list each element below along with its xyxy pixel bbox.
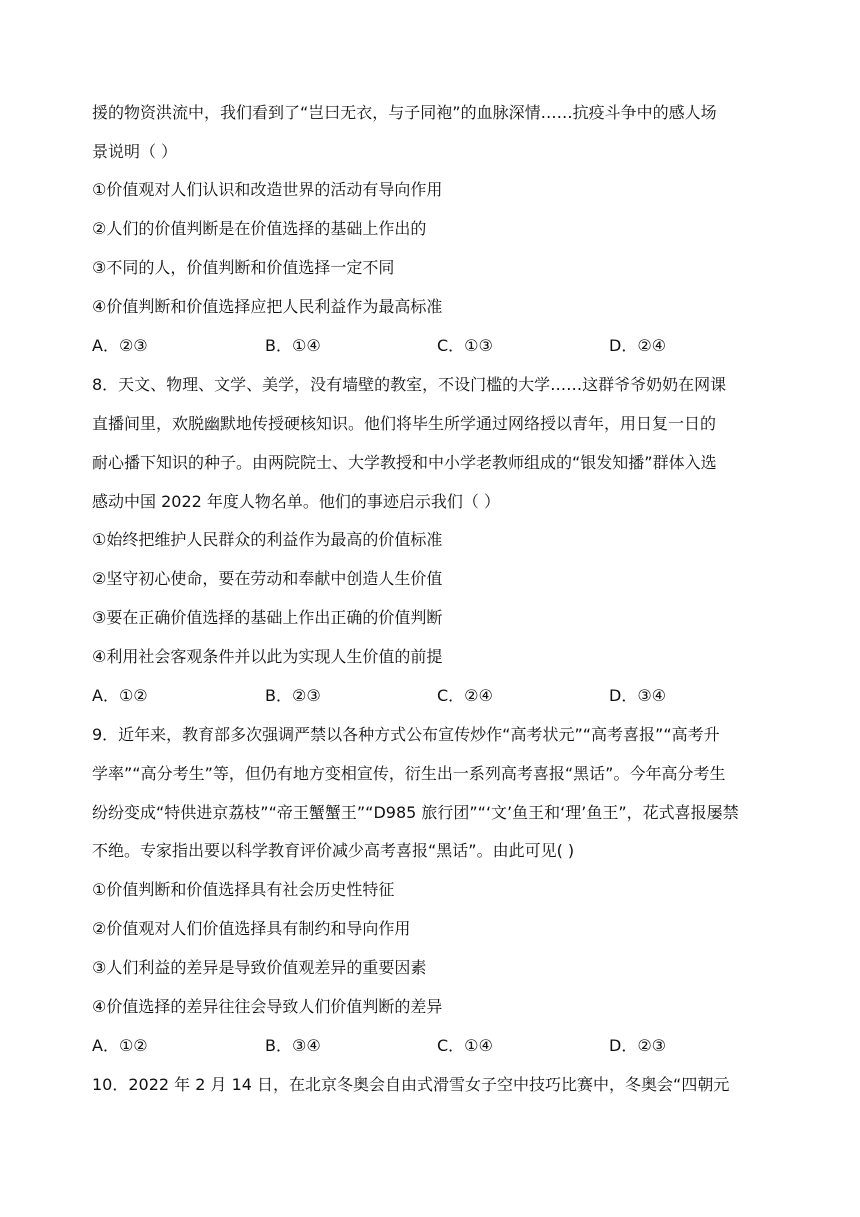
question-9-options bbox=[92, 1036, 782, 1056]
question-9-stem-line-2: 学率”“高分考生”等，但仍有地方变相宣传，衍生出一系列高考喜报“黑话”。今年高分考生 bbox=[92, 764, 726, 783]
option-c: C．①④ bbox=[437, 1036, 493, 1055]
option-d: D．②③ bbox=[609, 1036, 667, 1055]
option-a: A．①② bbox=[92, 1036, 148, 1055]
question-9-statement-1: ①价值判断和价值选择具有社会历史性特征 bbox=[92, 880, 395, 899]
question-8-statement-4: ④利用社会客观条件并以此为实现人生价值的前提 bbox=[92, 647, 443, 666]
option-d: D．③④ bbox=[609, 686, 667, 705]
question-8-stem-line-1: 8．天文、物理、文学、美学，没有墙壁的教室，不设门槛的大学……这群爷爷奶奶在网课 bbox=[92, 375, 727, 394]
question-7-stem-line-2: 景说明（ ） bbox=[92, 142, 178, 161]
question-9-statement-4: ④价值选择的差异往往会导致人们价值判断的差异 bbox=[92, 997, 443, 1016]
question-8-options bbox=[92, 686, 782, 706]
question-9-stem-line-4: 不绝。专家指出要以科学教育评价减少高考喜报“黑话”。由此可见( ) bbox=[92, 841, 575, 860]
question-9-statement-2: ②价值观对人们价值选择具有制约和导向作用 bbox=[92, 919, 411, 938]
question-8-stem-line-3: 耐心播下知识的种子。由两院院士、大学教授和中小学老教师组成的“银发知播”群体入选 bbox=[92, 453, 717, 472]
option-c: C．①③ bbox=[437, 336, 493, 355]
question-7-statement-2: ②人们的价值判断是在价值选择的基础上作出的 bbox=[92, 219, 427, 238]
question-8-statement-2: ②坚守初心使命，要在劳动和奉献中创造人生价值 bbox=[92, 569, 443, 588]
question-7-stem-line-1: 援的物资洪流中，我们看到了“岂曰无衣，与子同袍”的血脉深情……抗疫斗争中的感人场 bbox=[92, 103, 717, 122]
option-b: B．①④ bbox=[265, 336, 321, 355]
option-b: B．②③ bbox=[265, 686, 321, 705]
question-9-stem-line-1: 9．近年来，教育部多次强调严禁以各种方式公布宣传炒作“高考状元”“高考喜报”“高考升 bbox=[92, 725, 720, 744]
question-9-statement-3: ③人们利益的差异是导致价值观差异的重要因素 bbox=[92, 958, 427, 977]
question-7-statement-1: ①价值观对人们认识和改造世界的活动有导向作用 bbox=[92, 180, 443, 199]
option-a: A．②③ bbox=[92, 336, 148, 355]
option-c: C．②④ bbox=[437, 686, 493, 705]
question-8-statement-3: ③要在正确价值选择的基础上作出正确的价值判断 bbox=[92, 608, 443, 627]
question-10-stem-line-1: 10．2022 年 2 月 14 日，在北京冬奥会自由式滑雪女子空中技巧比赛中，冬奥会“四朝元 bbox=[92, 1075, 730, 1094]
option-b: B．③④ bbox=[265, 1036, 321, 1055]
question-7-statement-4: ④价值判断和价值选择应把人民利益作为最高标准 bbox=[92, 297, 443, 316]
question-8-statement-1: ①始终把维护人民群众的利益作为最高的价值标准 bbox=[92, 530, 443, 549]
question-7-statement-3: ③不同的人，价值判断和价值选择一定不同 bbox=[92, 258, 395, 277]
option-a: A．①② bbox=[92, 686, 148, 705]
question-8-stem-line-4: 感动中国 2022 年度人物名单。他们的事迹启示我们（ ） bbox=[92, 492, 500, 511]
question-8-stem-line-2: 直播间里，欢脱幽默地传授硬核知识。他们将毕生所学通过网络授以青年，用日复一日的 bbox=[92, 414, 717, 433]
question-7-options bbox=[92, 336, 782, 356]
option-d: D．②④ bbox=[609, 336, 667, 355]
question-9-stem-line-3: 纷纷变成“特供进京荔枝”“帝王蟹蟹王”“D985 旅行团”“‘文’鱼王和‘理’鱼王”，花式喜报屡禁 bbox=[92, 803, 739, 822]
